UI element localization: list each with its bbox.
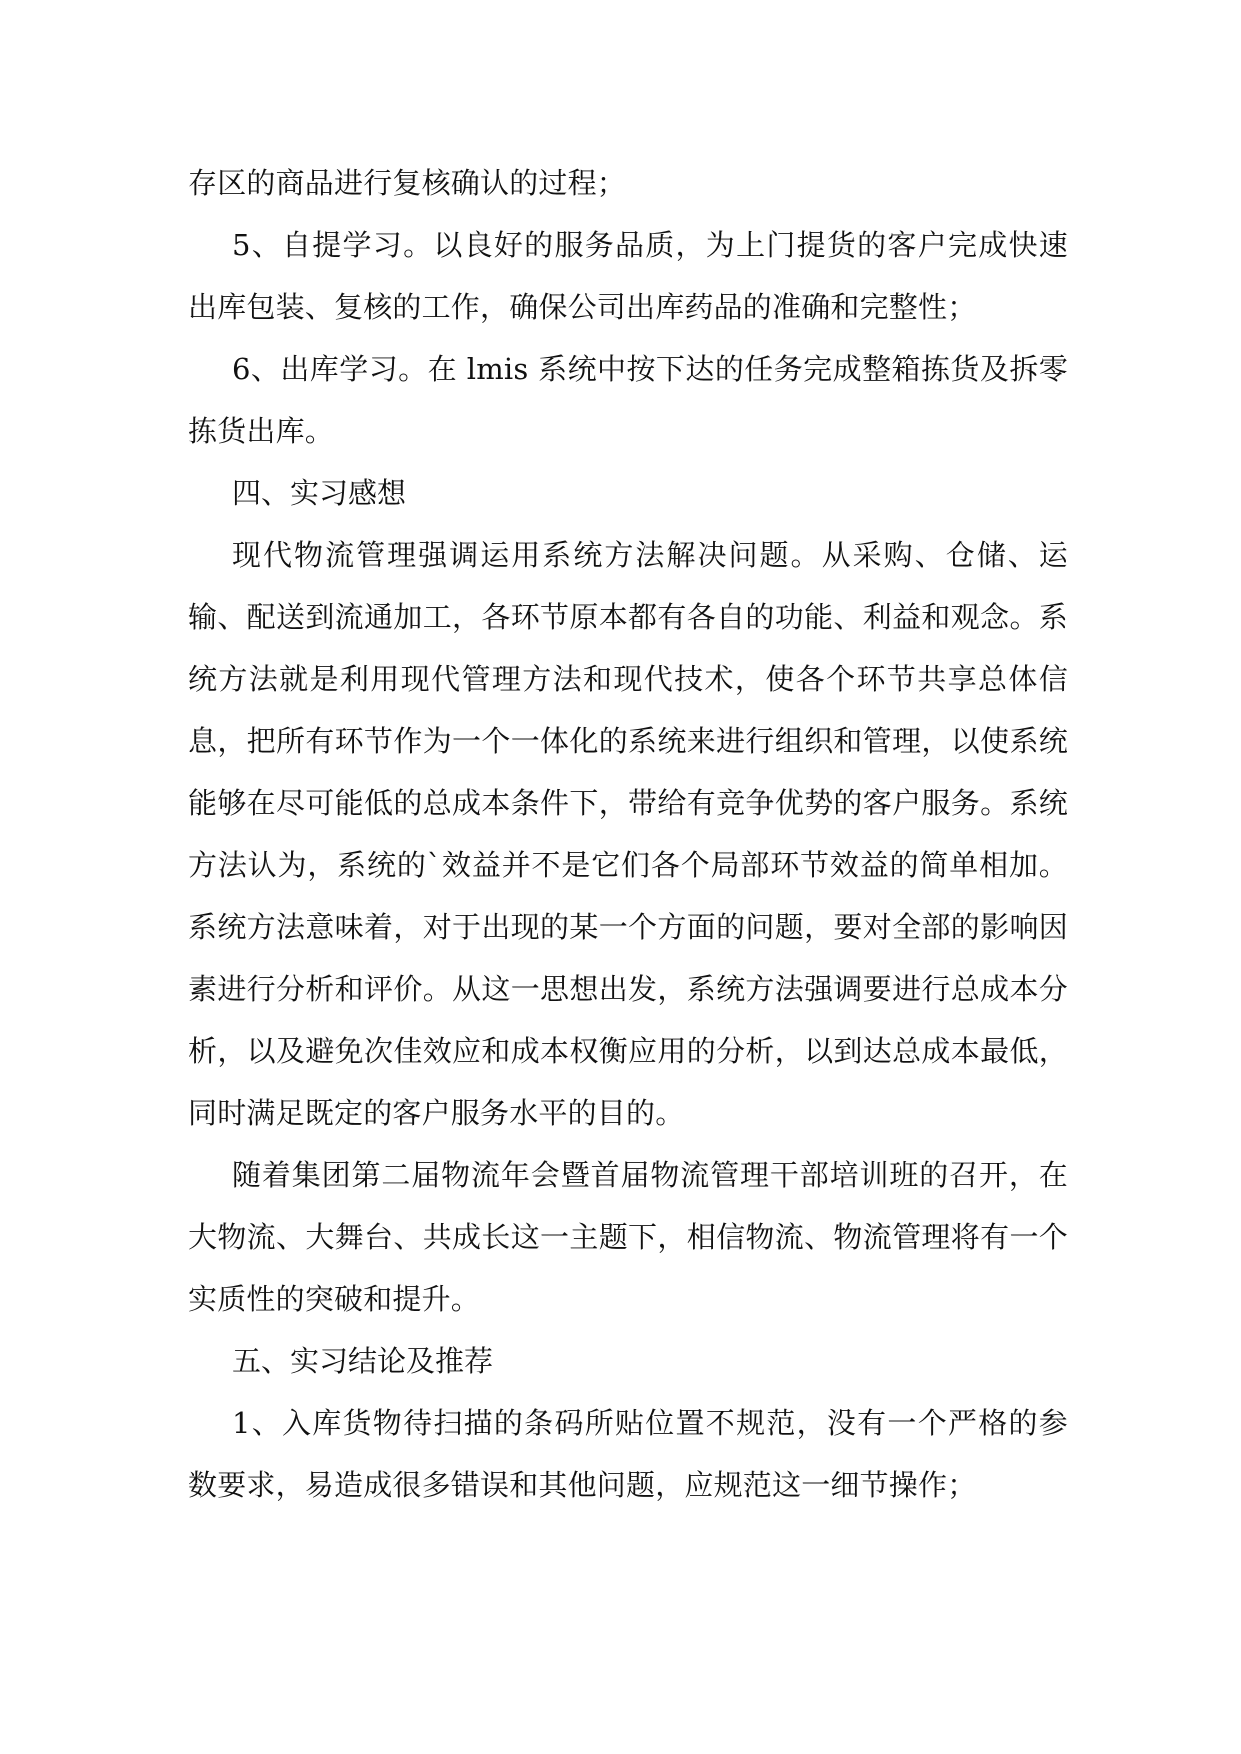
- document-body: [188, 152, 1068, 1516]
- paragraph-barcode-recommendation: 1、入库货物待扫描的条码所贴位置不规范，没有一个严格的参数要求，易造成很多错误和其他问题，应规范这一细节操作；: [188, 1406, 1068, 1502]
- paragraph-continuation: 存区的商品进行复核确认的过程；: [188, 166, 627, 200]
- paragraph-outbound: 6、出库学习。在 lmis 系统中按下达的任务完成整箱拣货及拆零拣货出库。: [188, 352, 1068, 448]
- section-heading-reflections: 四、实习感想: [232, 476, 407, 510]
- paragraph-annual-meeting: 随着集团第二届物流年会暨首届物流管理干部培训班的召开，在大物流、大舞台、共成长这一主题下，相信物流、物流管理将有一个实质性的突破和提升。: [188, 1158, 1068, 1316]
- paragraph-systems-method: 现代物流管理强调运用系统方法解决问题。从采购、仓储、运输、配送到流通加工，各环节原本都有各自的功能、利益和观念。系统方法就是利用现代管理方法和现代技术，使各个环节共享总体信息，把所有环节作为一个一体化的系统来进行组织和管理，以使系统能够在尽可能低的总成本条件下，带给有竞争优势的客户服务。系统方法认为，系统的`效益并不是它们各个局部环节效益的简单相加。系统方法意味着，对于出现的某一个方面的问题，要对全部的影响因素进行分析和评价。从这一思想出发，系统方法强调要进行总成本分析，以及避免次佳效应和成本权衡应用的分析，以到达总成本最低，同时满足既定的客户服务水平的目的。: [188, 538, 1068, 1130]
- paragraph-self-pickup: 5、自提学习。以良好的服务品质，为上门提货的客户完成快速出库包装、复核的工作，确保公司出库药品的准确和完整性；: [188, 228, 1068, 324]
- section-heading-conclusions: 五、实习结论及推荐: [232, 1344, 494, 1378]
